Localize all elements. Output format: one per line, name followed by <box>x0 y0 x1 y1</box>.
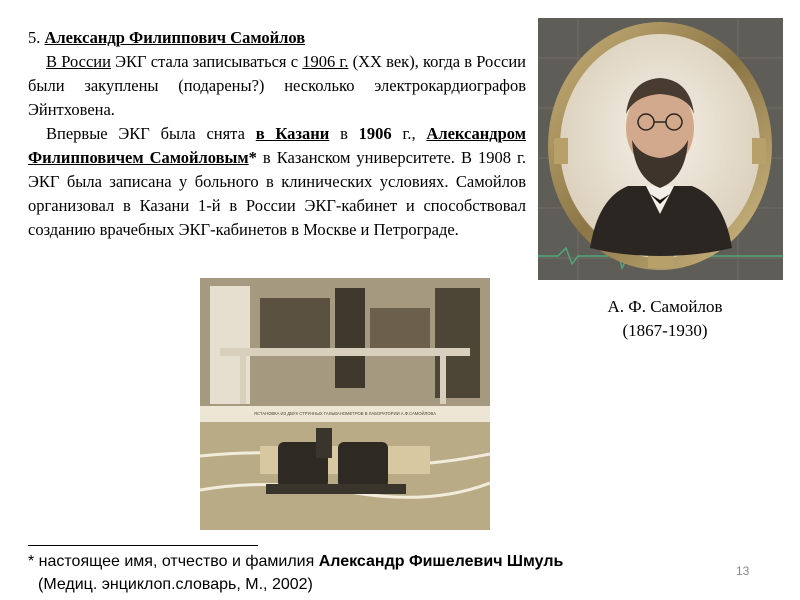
footnote-prefix: * настоящее имя, отчество и фамилия <box>28 553 319 570</box>
lab-photo-illustration <box>200 278 490 530</box>
p2-year: 1906 <box>358 124 392 143</box>
footnote-divider <box>28 545 258 546</box>
p1-russia: В России <box>46 52 111 71</box>
p1-text-a: ЭКГ стала записываться с <box>110 52 303 71</box>
p2-text-b: в <box>329 124 359 143</box>
portrait-caption <box>560 295 770 343</box>
p2-text-d: в Казанском университете. В 1908 г. ЭКГ была записана у больного в клинических условиях. Самойлов организовал в Казани 1-й в России ЭКГ-кабинет и способствовал созданию врачебных ЭКГ-кабинетов в Москве и Петрограде. <box>28 148 527 239</box>
footnote-source: (Медиц. энциклоп.словарь, М., 2002) <box>38 576 313 593</box>
p1-text-b: (XX век), когда в России были закуплены (подарены?) несколько электрокардиографов Эйнтховена. <box>28 52 526 119</box>
page-number: 13 <box>736 564 750 578</box>
p2-asterisk: * <box>248 148 257 167</box>
main-text <box>28 26 526 242</box>
lab-photo <box>200 278 490 530</box>
portrait-name: А. Ф. Самойлов <box>607 297 723 316</box>
footnote <box>28 550 668 596</box>
portrait-image <box>538 18 783 280</box>
portrait-years: (1867-1930) <box>622 321 708 340</box>
heading-name: Александр Филиппович Самойлов <box>44 28 306 47</box>
lab-photo-caption: ЯСТАНОВКА ИЗ ДВУХ СТРУННЫХ ГАЛЬВАНОМЕТРОВ В ЛАБОРАТОРИИ А.Ф.САМОЙЛОВА <box>253 411 437 416</box>
heading <box>28 26 526 50</box>
p2-text-c: г., <box>391 124 427 143</box>
paragraph-1 <box>28 50 526 122</box>
p2-person: Александром Филипповичем Самойловым <box>28 124 526 167</box>
paragraph-2 <box>28 122 526 242</box>
heading-number: 5. <box>28 28 41 47</box>
p1-year: 1906 г. <box>302 52 349 71</box>
footnote-line-1 <box>28 550 668 573</box>
p2-text-a: Впервые ЭКГ была снята <box>46 124 256 143</box>
footnote-real-name: Александр Фишелевич Шмуль <box>318 553 564 570</box>
p2-kazan: в Казани <box>255 124 330 143</box>
portrait-illustration <box>538 18 783 280</box>
